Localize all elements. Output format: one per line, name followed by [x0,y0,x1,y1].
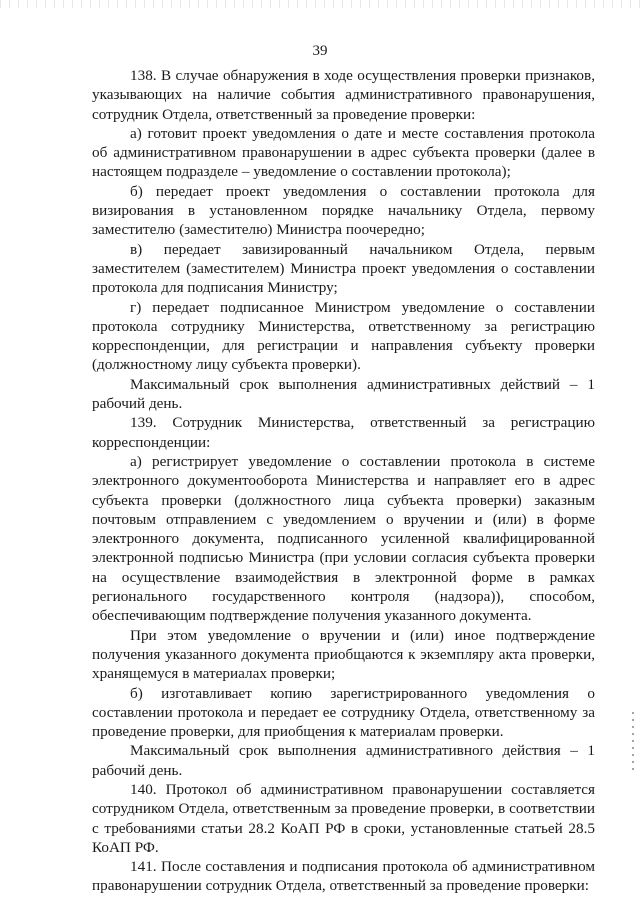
paragraph-138-v: в) передает завизированный начальником Отдела, первым заместителем (заместителем) Министра проект уведомления о составлении протокола для подписания Министру; [92,240,595,297]
scan-artifact-margin [632,712,634,772]
paragraph-138: 138. В случае обнаружения в ходе осуществления проверки признаков, указывающих на наличие события административного правонарушения, сотрудник Отдела, ответственный за проведение проверки: [92,67,595,123]
paragraph-139-note: При этом уведомление о вручении и (или) иное подтверждение получения указанного документа приобщаются к экземпляру акта проверки, хранящемуся в материалах проверки; [92,626,595,683]
paragraph-deadline-1: Максимальный срок выполнения административных действий – 1 рабочий день. [92,375,595,413]
page-number: 39 [312,43,328,59]
paragraph-139-a: а) регистрирует уведомление о составлении протокола в системе электронного документооборота Министерства и направляет его в адрес субъекта проверки (должностного лица субъекта проверки) заказным почтовым отправлением с уведомлением о вручении и (или) в форме электронного документа, подписанного усиленной квалифицированной электронной подписью Министра (при условии согласия субъекта проверки на осуществление взаимодействия в электронной форме в рамках регионального государственного контроля (надзора)), способом, обеспечивающим подтверждение получения указанного документа. [92,452,595,625]
paragraph-deadline-2: Максимальный срок выполнения административного действия – 1 рабочий день. [92,742,595,779]
paragraph-140: 140. Протокол об административном правонарушении составляется сотрудником Отдела, ответственным за проведение проверки, в соответствии с требованиями статьи 28.2 КоАП РФ в сроки, установленные статьей 28.5 КоАП РФ. [92,780,595,856]
scan-artifact-top [0,0,640,8]
document-body [92,66,595,896]
paragraph-138-b: б) передает проект уведомления о составлении протокола для визирования в установленном порядке начальнику Отдела, первому заместителю (заместителю) Министра поочередно; [92,182,595,239]
paragraph-139-b: б) изготавливает копию зарегистрированного уведомления о составлении протокола и передает ее сотруднику Отдела, ответственному за проведение проверки, для приобщения к материалам проверки. [92,684,595,741]
paragraph-139: 139. Сотрудник Министерства, ответственный за регистрацию корреспонденции: [92,414,595,451]
paragraph-138-a: а) готовит проект уведомления о дате и месте составления протокола об административном правонарушении в адрес субъекта проверки (далее в настоящем подразделе – уведомление о составлении протокола); [92,124,595,181]
paragraph-138-g: г) передает подписанное Министром уведомление о составлении протокола сотруднику Министерства, ответственному за регистрацию корреспонденции, для регистрации и направления субъекту проверки (должностному лицу субъекта проверки). [92,298,595,374]
paragraph-141: 141. После составления и подписания протокола об административном правонарушении сотрудник Отдела, ответственный за проведение проверки: [92,858,595,895]
